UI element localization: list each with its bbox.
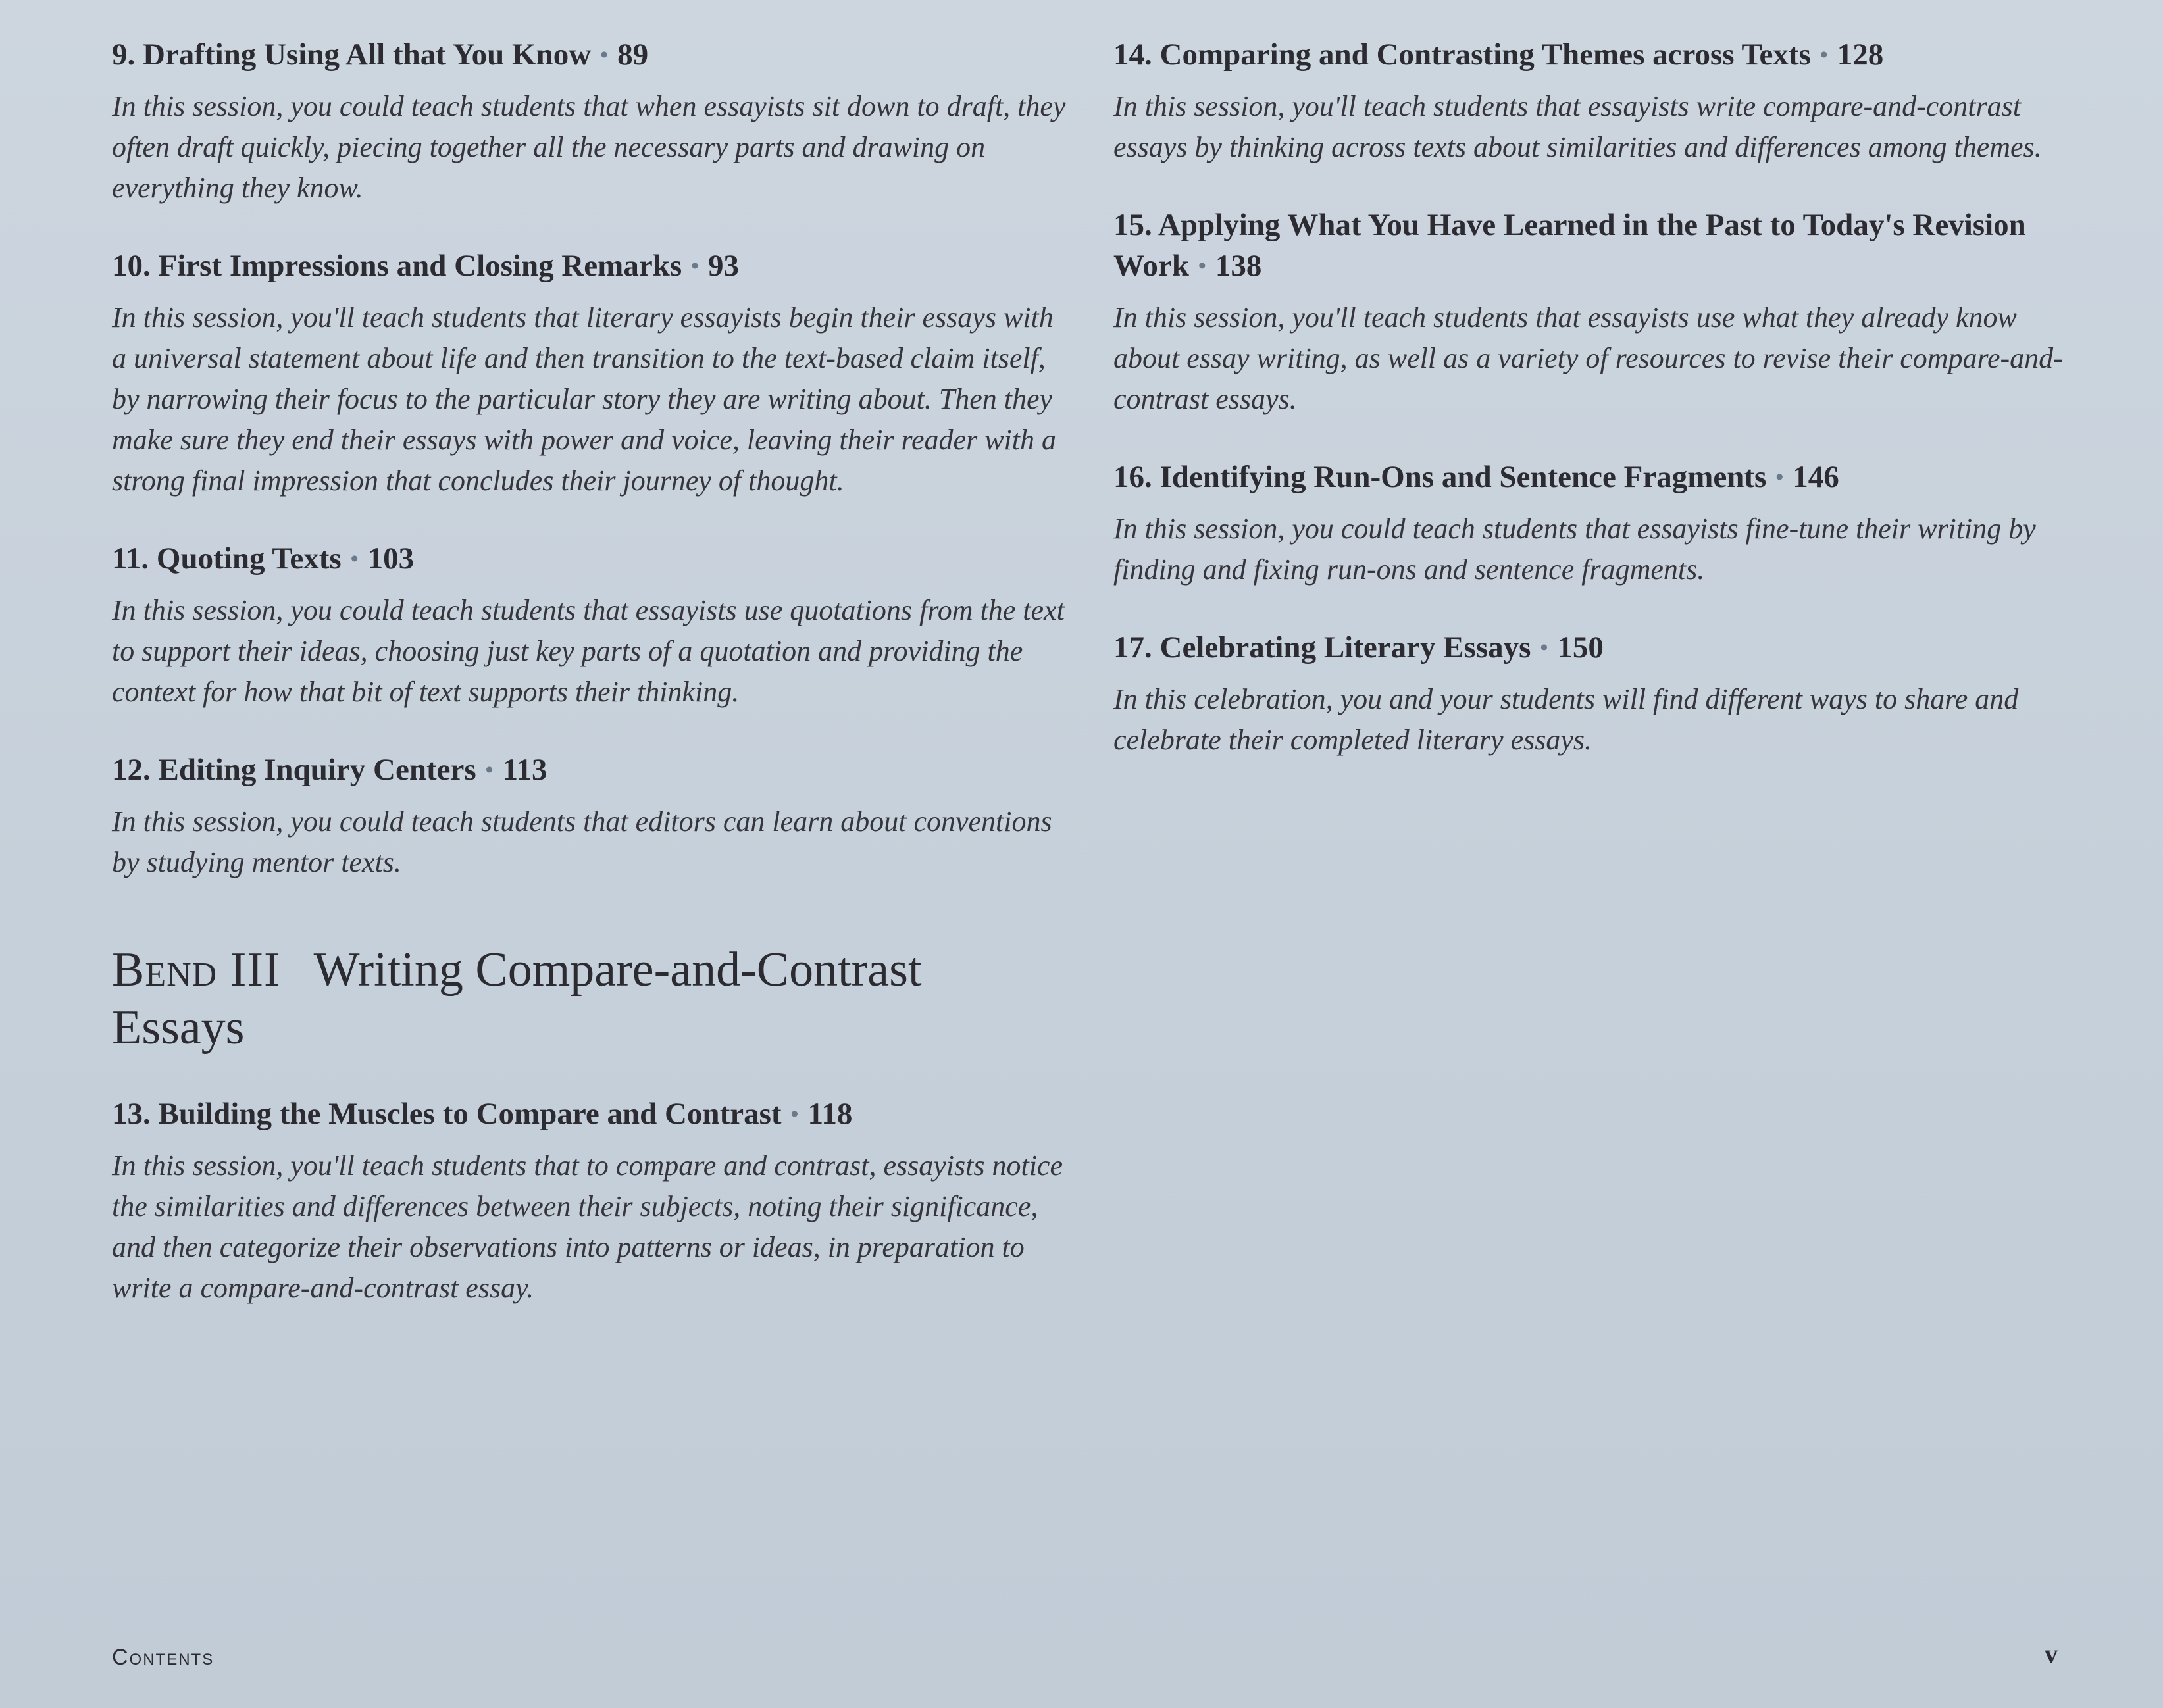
session-description: In this session, you'll teach students that literary essayists begin their essays with a universal statement about life and then transition to the text-based claim itself, by narrowing their focus to the particular story they are writing about. Then they make sure they end their essays with power and voice, leaving their reader with a strong final impression that concludes their journey of thought. (112, 301, 1057, 497)
session-page: 138 (1215, 249, 1262, 283)
left-column (112, 34, 1066, 1309)
session-11[interactable] (112, 538, 1066, 713)
session-name: Identifying Run-Ons and Sentence Fragments (1159, 460, 1767, 494)
session-number: 12. (112, 753, 151, 787)
session-9[interactable] (112, 34, 1066, 209)
session-17[interactable] (1113, 627, 2068, 761)
bullet-separator: • (1540, 636, 1548, 660)
session-name: Building the Muscles to Compare and Contrast (158, 1097, 782, 1131)
session-name: Editing Inquiry Centers (158, 753, 476, 787)
session-page: 146 (1793, 460, 1839, 494)
session-description: In this session, you'll teach students that essayists use what they already know about essay writing, as well as a variety of resources to revise their compare-and-contrast essays. (1113, 301, 2063, 415)
session-title (112, 245, 1066, 289)
session-page: 113 (502, 753, 547, 787)
right-column (1113, 34, 2068, 761)
session-12[interactable] (112, 749, 1066, 883)
footer-page-number: v (2045, 1639, 2058, 1669)
session-number: 16. (1113, 460, 1152, 494)
bullet-separator: • (1198, 254, 1206, 278)
session-number: 9. (112, 38, 136, 72)
session-description: In this session, you could teach students that editors can learn about conventions by studying mentor texts. (112, 805, 1052, 878)
session-description: In this session, you could teach students that essayists fine-tune their writing by finding and fixing run-ons and sentence fragments. (1113, 513, 2036, 586)
bullet-separator: • (1775, 465, 1784, 490)
session-16[interactable] (1113, 457, 2068, 590)
bend-label: Bend III (112, 943, 281, 997)
session-number: 15. (1113, 208, 1152, 242)
session-13[interactable] (112, 1093, 1066, 1309)
session-name: First Impressions and Closing Remarks (158, 249, 682, 283)
session-name: Celebrating Literary Essays (1159, 630, 1531, 665)
session-page: 128 (1837, 38, 1884, 72)
bullet-separator: • (350, 547, 359, 571)
bullet-separator: • (691, 254, 700, 278)
bullet-separator: • (600, 43, 609, 67)
session-title (1113, 457, 2068, 501)
session-14[interactable] (1113, 34, 2068, 168)
bullet-separator: • (790, 1102, 799, 1126)
session-description: In this session, you'll teach students that essayists write compare-and-contrast essays by thinking across texts about similarities and differences among themes. (1113, 90, 2042, 163)
bullet-separator: • (485, 758, 494, 782)
bend-title: Writing Compare-and-Contrast Essays (112, 943, 922, 1055)
session-15[interactable] (1113, 205, 2068, 420)
session-name: Drafting Using All that You Know (143, 38, 592, 72)
session-page: 118 (807, 1097, 853, 1131)
session-name: Applying What You Have Learned in the Past to Today's Revision Work (1113, 208, 2026, 283)
session-number: 17. (1113, 630, 1152, 665)
session-page: 93 (708, 249, 740, 283)
session-title (112, 749, 1066, 793)
session-number: 11. (112, 541, 149, 576)
session-number: 10. (112, 249, 151, 283)
session-description: In this celebration, you and your students will find different ways to share and celebrate their completed literary essays. (1113, 683, 2019, 756)
session-title (1113, 627, 2068, 671)
bullet-separator: • (1819, 43, 1828, 67)
session-page: 89 (617, 38, 649, 72)
session-number: 14. (1113, 38, 1152, 72)
session-page: 103 (367, 541, 415, 576)
session-name: Quoting Texts (156, 541, 342, 576)
session-description: In this session, you'll teach students that to compare and contrast, essayists notice the similarities and differences between their subjects, noting their significance, and then categorize their observations into patterns or ideas, in preparation to write a compare-and-contrast essay. (112, 1149, 1063, 1304)
footer-section-label: Contents (112, 1645, 215, 1670)
session-page: 150 (1557, 630, 1604, 665)
bend-heading (112, 941, 1066, 1057)
session-title (112, 538, 1066, 582)
session-number: 13. (112, 1097, 151, 1131)
session-title (112, 1093, 1066, 1138)
session-description: In this session, you could teach students that essayists use quotations from the text to support their ideas, choosing just key parts of a quotation and providing the context for how that bit of text supports their thinking. (112, 594, 1065, 708)
session-description: In this session, you could teach students that when essayists sit down to draft, they often draft quickly, piecing together all the necessary parts and drawing on everything they know. (112, 90, 1066, 204)
session-title (112, 34, 1066, 78)
session-title (1113, 34, 2068, 78)
session-title (1113, 205, 2068, 289)
session-name: Comparing and Contrasting Themes across Texts (1159, 38, 1811, 72)
session-10[interactable] (112, 245, 1066, 501)
